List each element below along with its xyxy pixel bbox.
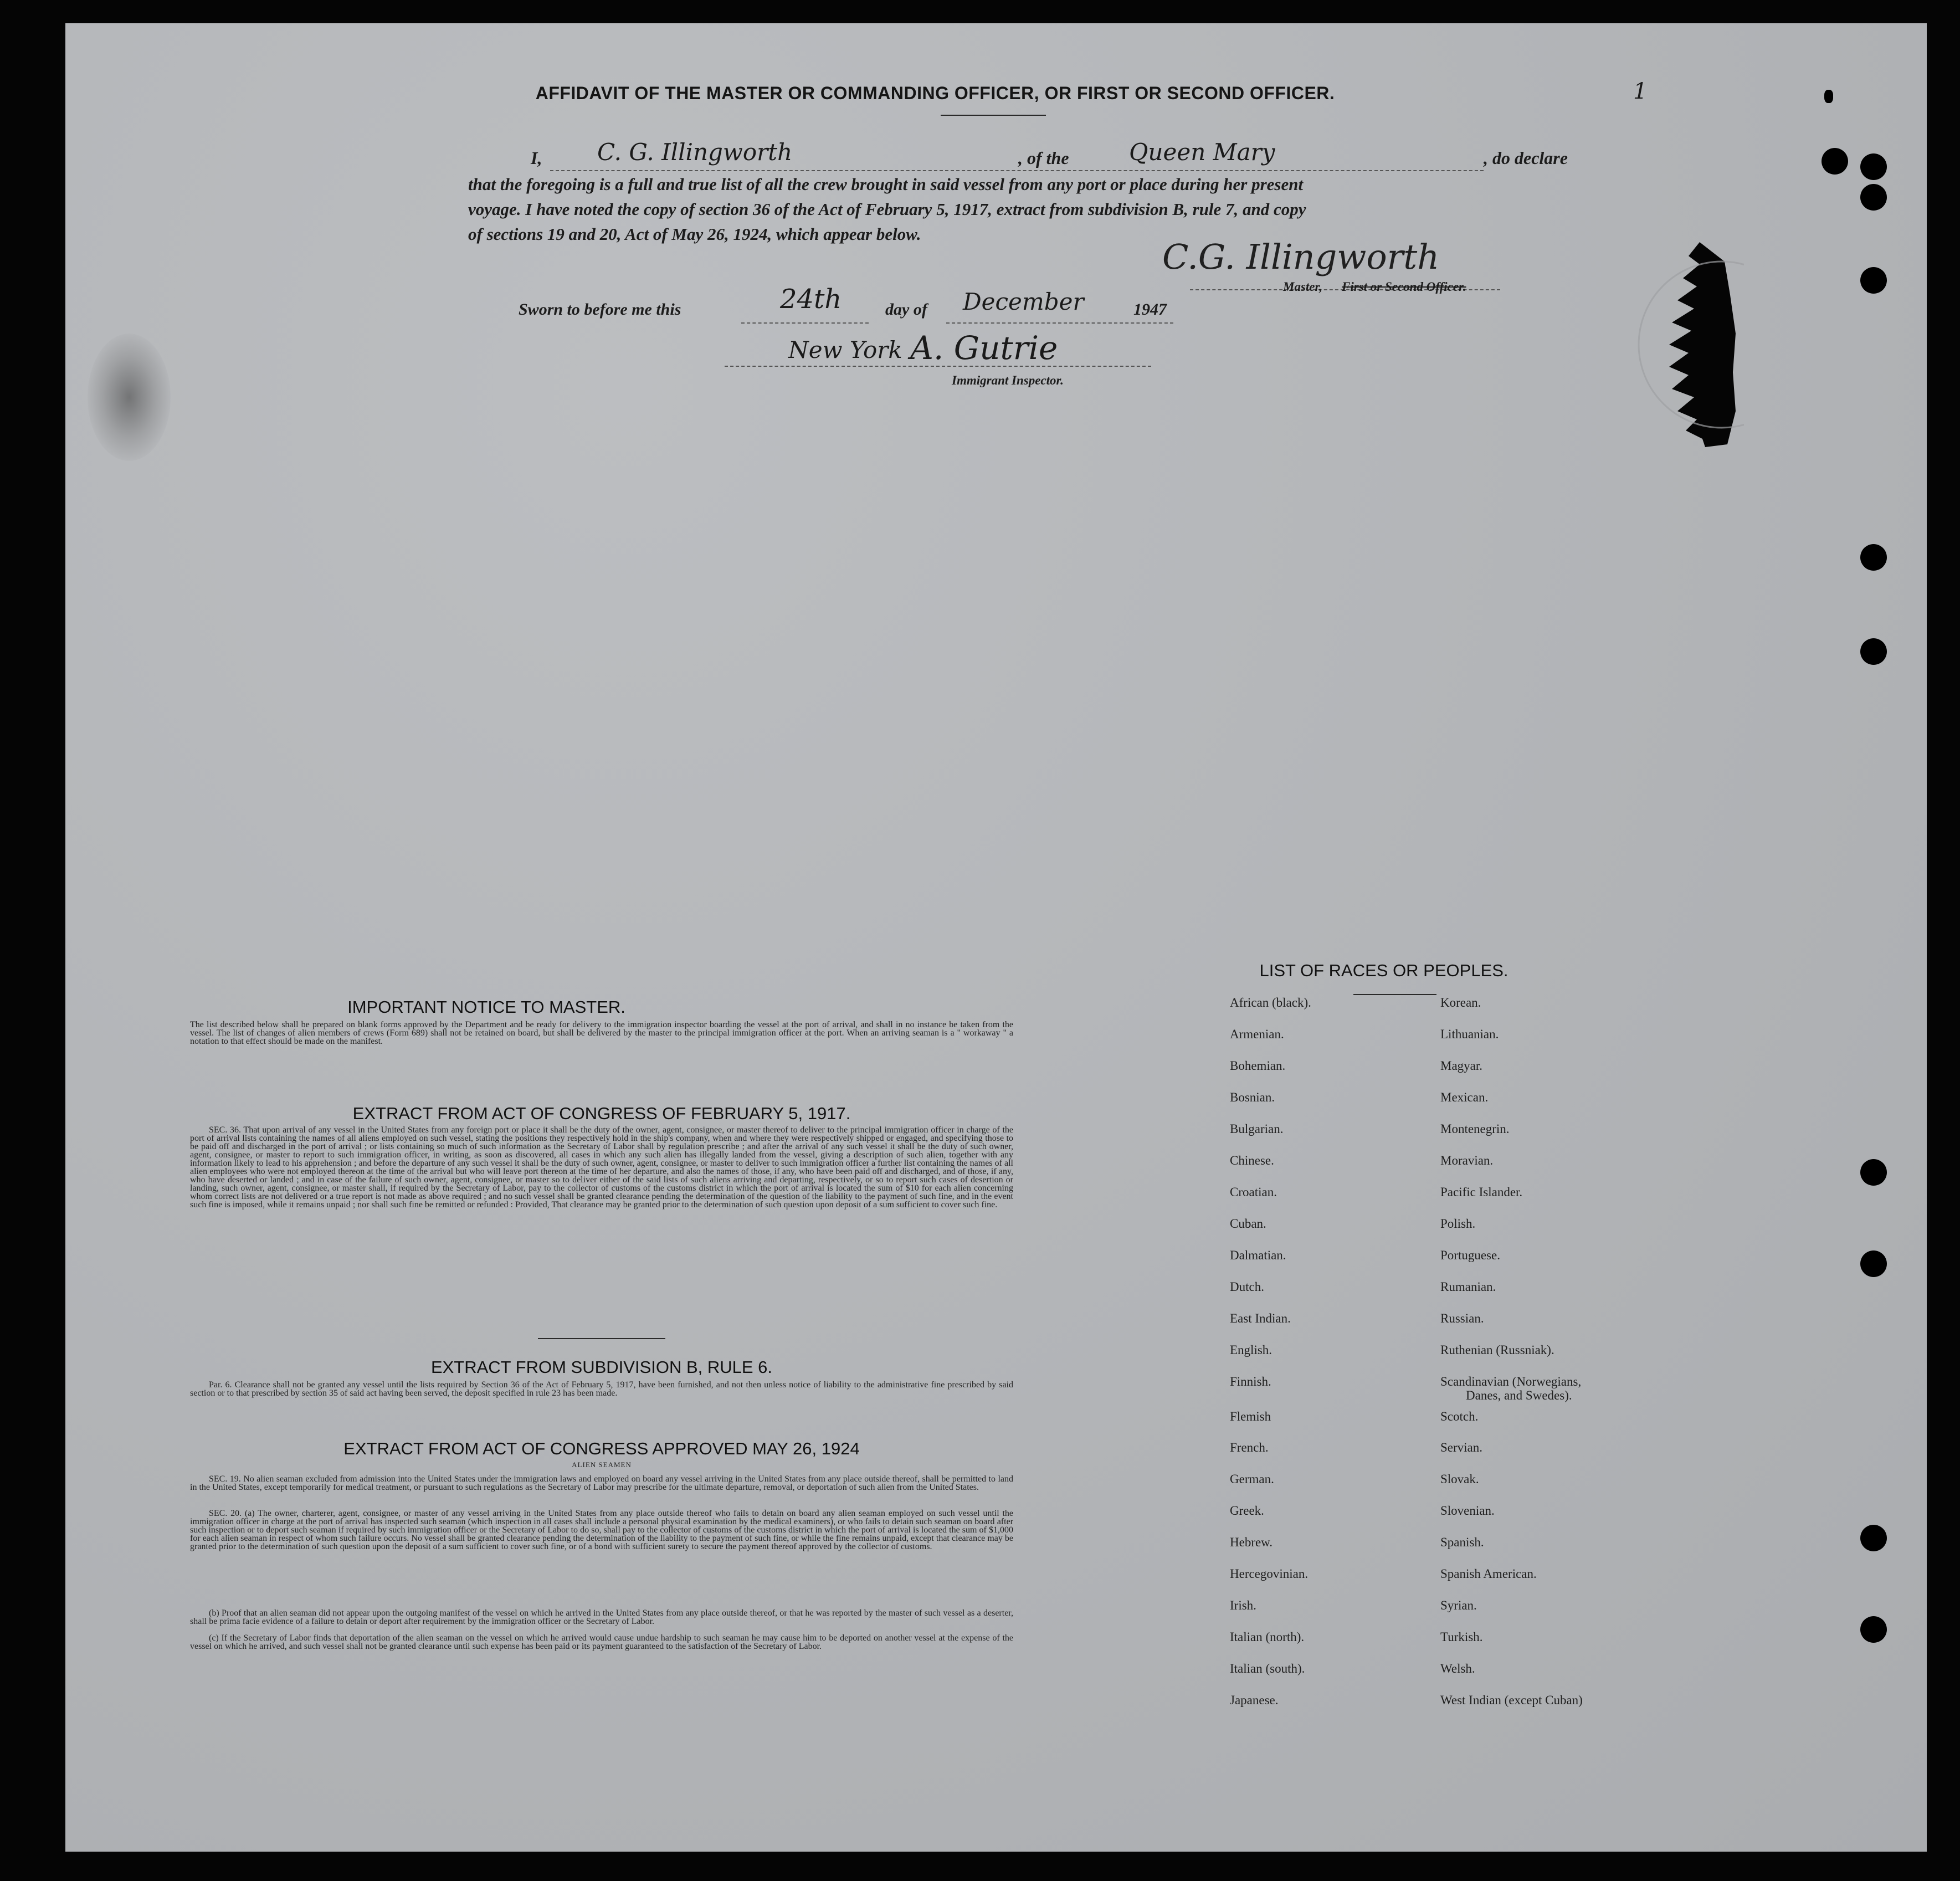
punch-hole-icon	[1860, 1616, 1887, 1643]
race-item: Japanese.	[1230, 1693, 1279, 1707]
affidavit-title: AFFIDAVIT OF THE MASTER OR COMMANDING OFFICER, OR FIRST OR SECOND OFFICER.	[535, 83, 1335, 103]
struck-officer-label: First or Second Officer.	[1342, 280, 1466, 294]
sworn-place: New York	[788, 336, 902, 363]
extract-1917-body: SEC. 36. That upon arrival of any vessel in the United States from any foreign port or place it shall be the duty of the owner, agent, consignee, or master thereof to deliver to the principal immigration officer in charge of the port of arrival lists containing the names of all aliens employed on such vessel, stating the positions they respectively hold in the ship's company, when and where they were respectively shipped or engaged, and specifying those to be paid off and discharged in the port of arrival ; or lists containing so much of such information as the Secretary of Labor shall by regulation prescribe ; and after the arrival of any such vessel it shall be the duty of such owner, agent, consignee, or master to report to such immigration officer, in writing, as soon as discovered, all cases in which any such alien has illegally landed from the vessel, giving a description of such alien, together with any information likely to lead to his apprehension ; and before the departure of any such vessel it shall be the duty of such owner, agent, consignee, or master to deliver to such immigration officer a further list containing the names of all alien employees who were not employed thereon at the time of the arrival but who will leave port thereon at the time of her departure, and also the names of those, if any, who have been paid off and discharged, and of those, if any, who have deserted or landed ; and in case of the failure of such owner, agent, consignee, or master so to deliver either of the said lists of such aliens arriving and departing, respectively, or so to report such cases of desertion or landing, such owner, agent, consignee, or master shall, if required by the Secretary of Labor, pay to the collector of customs of the customs district in which the port of arrival is located the sum of $10 for each alien concerning whom correct lists are not delivered or a true report is not made as above required ; and no such vessel shall be granted clearance pending the determination of the question of the liability to the payment of such fine, and in the event such fine is imposed, while it remains unpaid ; nor shall such fine be remitted or refunded : Provided, That clearance may be granted prior to the determination of such question upon deposit of a sum sufficient to cover such fine.	[190, 1125, 1013, 1209]
race-item: German.	[1230, 1472, 1274, 1486]
race-item: Pacific Islander.	[1440, 1185, 1523, 1199]
notice-title: IMPORTANT NOTICE TO MASTER.	[347, 997, 625, 1017]
race-item: Italian (north).	[1230, 1630, 1305, 1644]
race-item: Dalmatian.	[1230, 1248, 1286, 1262]
race-item: Spanish American.	[1440, 1567, 1537, 1581]
sec-20c: (c) If the Secretary of Labor finds that deportation of the alien seaman on the vessel on which he arrived would cause undue hardship to such seaman he may cause him to be deported on another vessel at the expense of the vessel on which he arrived, and such vessel shall not be granted clearance until such expense has been paid or its payment guaranteed to the satisfaction of the Secretary of Labor.	[190, 1633, 1013, 1651]
punch-hole-icon	[1860, 153, 1887, 180]
notice-body: The list described below shall be prepared on blank forms approved by the Department and be ready for delivery to the immigration inspector boarding the vessel at the port of arrival, and shall in no instance be taken from the vessel. The list of changes of alien members of crews (Form 689) shall not be retained on board, but shall be delivered by the master to the principal immigration officer at the port. When an arriving seaman is a " workaway " a notation to that effect should be made on the manifest.	[190, 1020, 1013, 1046]
race-item: Greek.	[1230, 1504, 1264, 1518]
race-item: Welsh.	[1440, 1662, 1475, 1675]
subdivision-body: Par. 6. Clearance shall not be granted any vessel until the lists required by Section 36 of the Act of February 5, 1917, have been furnished, and not then unless notice of liability to the administrative fine prescribed by said section or to that prescribed by section 35 of said act having been served, the deposit specified in rule 23 has been made.	[190, 1380, 1013, 1398]
subdivision-title: EXTRACT FROM SUBDIVISION B, RULE 6.	[430, 1357, 773, 1377]
race-item: Magyar.	[1440, 1059, 1483, 1073]
inspector-signature: A. Gutrie	[910, 329, 1058, 367]
ink-smudge	[88, 334, 171, 461]
race-item: Korean.	[1440, 996, 1481, 1009]
race-item: Danes, and Swedes).	[1466, 1388, 1572, 1402]
extract-1924-title: EXTRACT FROM ACT OF CONGRESS APPROVED MAY 26, 1924	[343, 1439, 860, 1458]
race-item: Spanish.	[1440, 1535, 1484, 1549]
affidavit-line-3: voyage. I have noted the copy of section 36 of the Act of February 5, 1917, extract from subdivision B, rule 7, and copy	[468, 199, 1306, 219]
race-item: Syrian.	[1440, 1598, 1477, 1612]
page-number: 1	[1633, 79, 1648, 104]
punch-hole-icon	[1860, 544, 1887, 571]
punch-hole-icon	[1860, 638, 1887, 665]
master-signature: C.G. Illingworth	[1162, 237, 1440, 277]
race-item: Polish.	[1440, 1217, 1476, 1231]
section-divider-1	[538, 1338, 665, 1339]
vessel-name-line	[1079, 170, 1484, 171]
inspector-signature-line	[725, 366, 1151, 367]
punch-hole-icon	[1860, 184, 1887, 211]
race-item: Cuban.	[1230, 1217, 1266, 1231]
race-item: Croatian.	[1230, 1185, 1277, 1199]
sworn-month-line	[946, 322, 1173, 324]
race-item: West Indian (except Cuban)	[1440, 1693, 1583, 1707]
sec-20b: (b) Proof that an alien seaman did not appear upon the outgoing manifest of the vessel on which he arrived in the United States from any place outside thereof, or that he was reported by the master of such vessel as a deserter, shall be prima facie evidence of a failure to detain or deport after requirement by the immigration officer or the Secretary of Labor.	[190, 1608, 1013, 1626]
sworn-day-line	[741, 322, 869, 324]
race-item: Scandinavian (Norwegians,	[1440, 1375, 1582, 1388]
race-item: Turkish.	[1440, 1630, 1483, 1644]
punch-hole-icon	[1860, 1159, 1887, 1186]
sworn-label: Sworn to before me this	[519, 300, 681, 319]
sworn-year: 1947	[1133, 300, 1167, 319]
extract-1917-title: EXTRACT FROM ACT OF CONGRESS OF FEBRUARY 5, 1917.	[352, 1104, 851, 1123]
punch-hole-icon	[1860, 1250, 1887, 1277]
race-item: Ruthenian (Russniak).	[1440, 1343, 1554, 1357]
punch-mark-icon	[1824, 90, 1833, 103]
affidavit-line-4: of sections 19 and 20, Act of May 26, 1924, which appear below.	[468, 224, 921, 244]
day-of-label: day of	[885, 300, 927, 319]
master-label: Master,	[1283, 280, 1322, 294]
race-item: Italian (south).	[1230, 1662, 1305, 1675]
race-item: African (black).	[1230, 996, 1311, 1009]
race-item: Armenian.	[1230, 1027, 1284, 1041]
race-item: Hercegovinian.	[1230, 1567, 1309, 1581]
race-item: Slovenian.	[1440, 1504, 1495, 1518]
sworn-day: 24th	[780, 284, 842, 315]
race-item: Irish.	[1230, 1598, 1256, 1612]
punch-hole-icon	[1860, 267, 1887, 294]
extract-1924-subtitle: ALIEN SEAMEN	[572, 1460, 632, 1469]
title-rule	[941, 115, 1046, 116]
punch-hole-icon	[1860, 1525, 1887, 1551]
race-item: Finnish.	[1230, 1375, 1271, 1388]
race-item: Chinese.	[1230, 1154, 1274, 1167]
of-the-label: , of the	[1018, 148, 1069, 168]
race-item: Flemish	[1230, 1410, 1271, 1423]
race-item: Bosnian.	[1230, 1090, 1275, 1104]
do-declare-label: , do declare	[1484, 148, 1568, 168]
race-item: French.	[1230, 1441, 1269, 1454]
i-label: I,	[531, 148, 542, 168]
sec-19: SEC. 19. No alien seaman excluded from admission into the United States under the immigration laws and employed on board any vessel arriving in the United States from any place outside thereof, shall be permitted to land in the United States, except temporarily for medical treatment, or pursuant to such regulations as the Secretary of Labor may prescribe for the ultimate departure, removal, or deportation of such alien from the United States.	[190, 1474, 1013, 1492]
affidavit-line-2: that the foregoing is a full and true list of all the crew brought in said vessel from any port or place during her present	[468, 175, 1304, 194]
punch-hole-icon	[1822, 148, 1848, 175]
master-name: C. G. Illingworth	[597, 139, 793, 166]
race-item: Moravian.	[1440, 1154, 1494, 1167]
sec-20a: SEC. 20. (a) The owner, charterer, agent, consignee, or master of any vessel arriving in the United States from any place outside thereof who fails to detain on board any alien seaman employed on such vessel until the immigration officer in charge at the port of arrival has inspected such seaman (which inspection in all cases shall include a personal physical examination by the medical examiners), or who fails to detain such seaman on board after such inspection or to deport such seaman if required by such immigration officer or the Secretary of Labor to do so, shall pay to the collector of customs of the customs district in which the port of arrival is located the sum of $1,000 for each alien seaman in respect of whom such failure occurs. No vessel shall be granted clearance pending the determination of the liability to the payment of such fine, or while the fine remains unpaid, except that clearance may be granted prior to the determination of such question upon the deposit of a sum sufficient to cover such fine, or of a bond with sufficient surety to secure the payment thereof approved by the collector of customs.	[190, 1509, 1013, 1551]
race-item: Dutch.	[1230, 1280, 1264, 1294]
notary-seal-icon	[1617, 234, 1744, 450]
race-item: Montenegrin.	[1440, 1122, 1510, 1136]
races-title: LIST OF RACES OR PEOPLES.	[1259, 961, 1509, 980]
master-name-line	[550, 170, 1082, 171]
vessel-name: Queen Mary	[1129, 139, 1275, 166]
inspector-label: Immigrant Inspector.	[952, 373, 1064, 387]
race-item: Russian.	[1440, 1311, 1484, 1325]
race-item: Bulgarian.	[1230, 1122, 1284, 1136]
races-title-rule	[1353, 994, 1436, 995]
document-page	[65, 23, 1927, 1852]
race-item: Lithuanian.	[1440, 1027, 1499, 1041]
race-item: Rumanian.	[1440, 1280, 1496, 1294]
sworn-month: December	[963, 288, 1084, 315]
race-item: Servian.	[1440, 1441, 1483, 1454]
race-item: East Indian.	[1230, 1311, 1291, 1325]
race-item: Portuguese.	[1440, 1248, 1500, 1262]
race-item: Bohemian.	[1230, 1059, 1286, 1073]
race-item: Hebrew.	[1230, 1535, 1273, 1549]
race-item: Slovak.	[1440, 1472, 1479, 1486]
race-item: English.	[1230, 1343, 1273, 1357]
race-item: Mexican.	[1440, 1090, 1489, 1104]
race-item: Scotch.	[1440, 1410, 1479, 1423]
